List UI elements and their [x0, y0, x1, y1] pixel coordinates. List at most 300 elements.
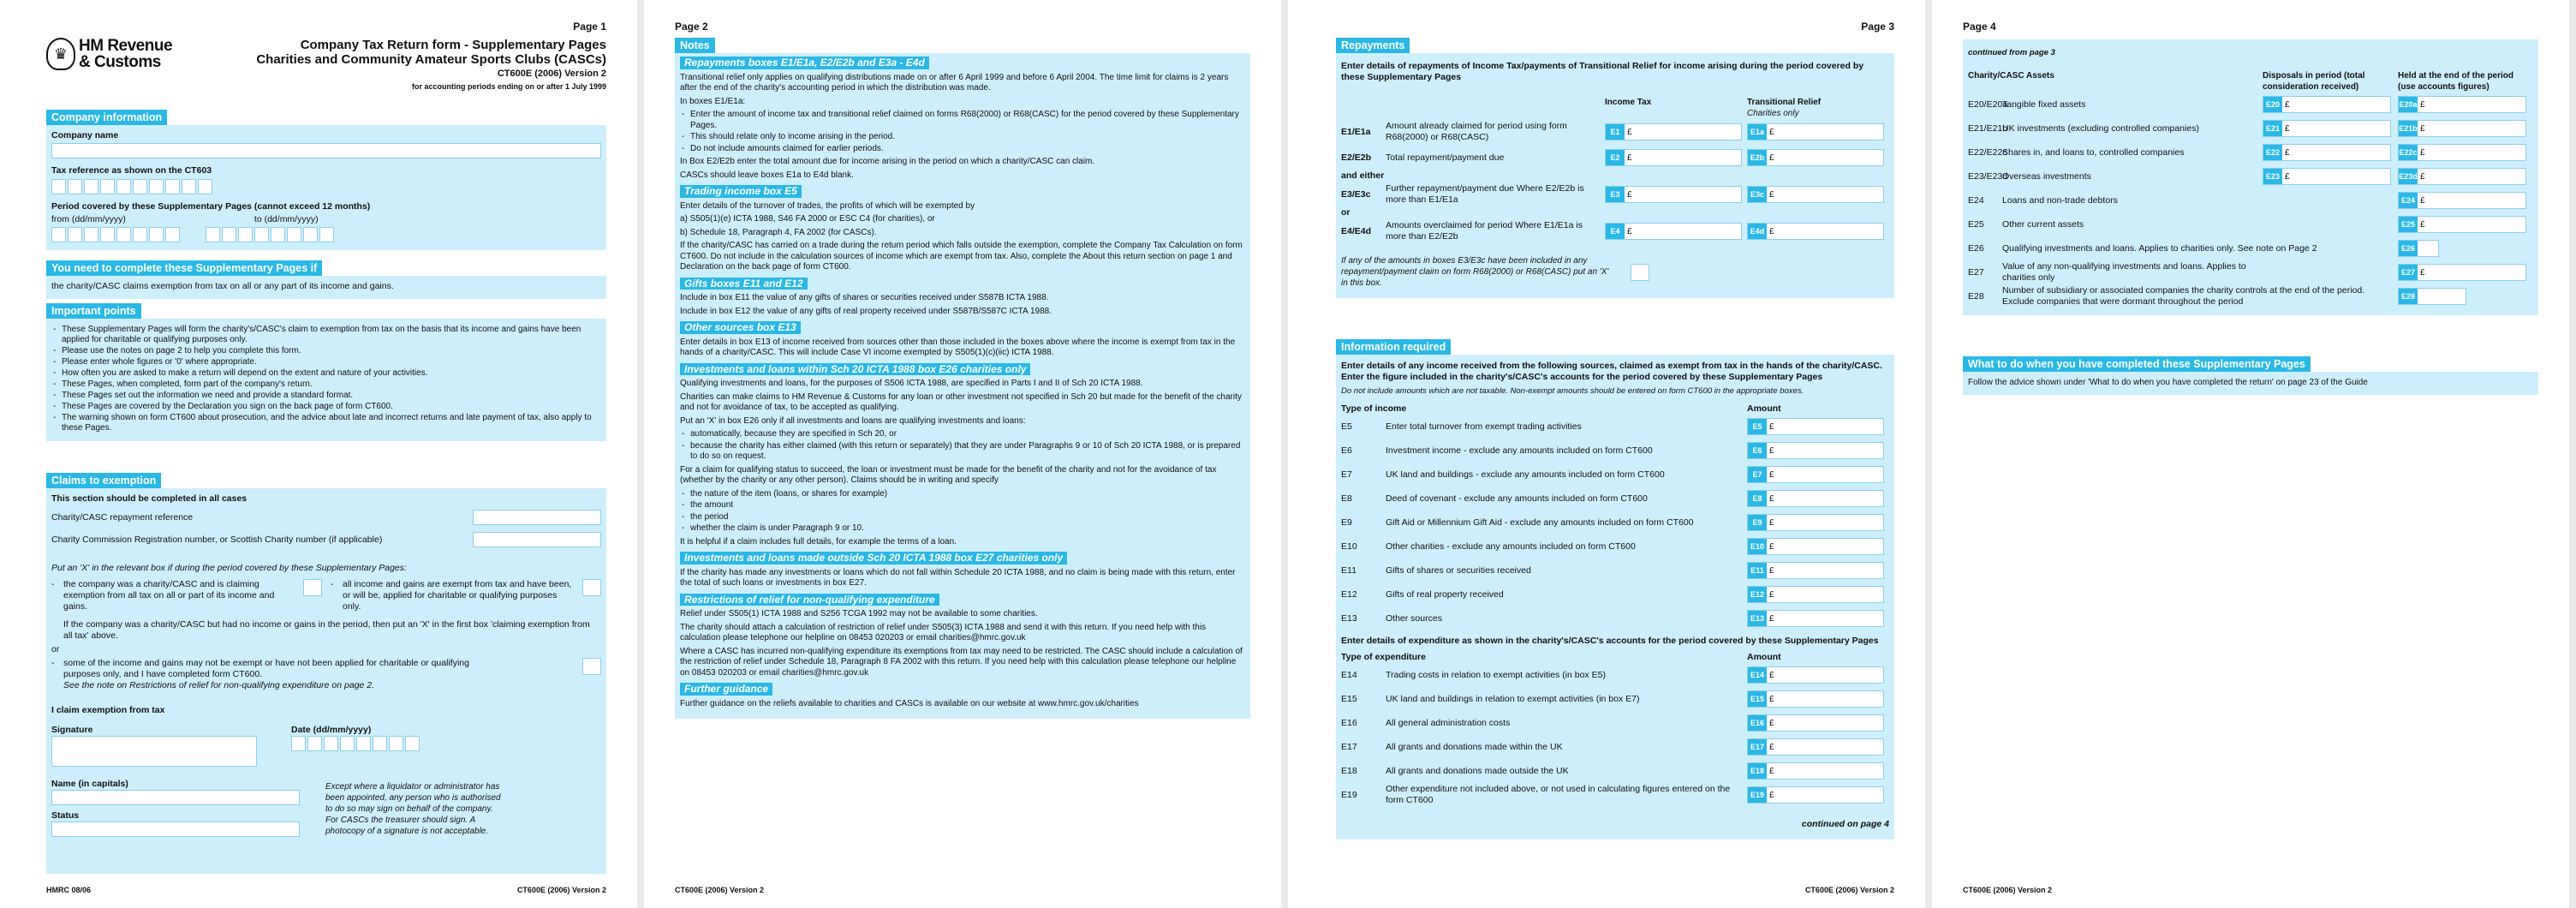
note-text: Enter details in box E13 of income received from sources other than those included in the boxes above where the income is exempt from tax in the hands of a charity/CASC. This will include Case VI income exempted by S505(1)(c)(iic) ICTA 1988.: [680, 337, 1236, 357]
e26-checkbox[interactable]: E26: [2398, 240, 2439, 257]
list-item: - Please use the notes on page 2 to help you complete this form.: [51, 346, 601, 356]
option-exempt-part-checkbox[interactable]: [303, 579, 322, 596]
e5-field[interactable]: [1747, 418, 1884, 435]
row-code: E22/E22c: [1968, 146, 2007, 158]
e7-box-label: E7: [1748, 467, 1767, 482]
row-desc: UK land and buildings - exclude any amounts included on form CT600: [1386, 469, 1665, 480]
note-text: If the charity has made any investments or loans which do not fall within Schedule 20 ICTA 1988, and no claim is being made with this return, enter the total of such loans or investments in box E27.: [680, 567, 1236, 588]
e15-box-label: E15: [1748, 691, 1767, 707]
amount-row: [1341, 511, 1889, 535]
list-item: - automatically, because they are specified in Sch 20, or: [680, 429, 1245, 440]
option-not-exempt: some of the income and gains may not be exempt or have not been applied for charitable or qualifying purposes only, and I have completed form CT600.: [63, 658, 469, 679]
signature-field[interactable]: [51, 736, 257, 767]
row-code: E2/E2b: [1341, 152, 1372, 163]
row-code: E6: [1341, 445, 1352, 456]
e5-box-label: E5: [1748, 419, 1767, 434]
e11-field[interactable]: [1747, 562, 1884, 579]
repayments-intro: Enter details of repayments of Income Tax/payments of Transitional Relief for income arising during the period covered by these Supplementary Pages: [1341, 61, 1864, 82]
e16-box-label: E16: [1748, 715, 1767, 731]
footer-ref: HMRC 08/06: [46, 886, 92, 894]
note-list: [680, 110, 1245, 154]
row-desc: Other charities - exclude any amounts included on form CT600: [1386, 541, 1636, 552]
repayment-ref-label: Charity/CASC repayment reference: [51, 511, 194, 523]
date-boxes[interactable]: [291, 736, 420, 751]
amount-label: Amount: [1747, 403, 1781, 414]
claims-bar: Claims to exemption: [46, 473, 161, 488]
currency-symbol: £: [1769, 742, 1774, 752]
info-intro: Enter details of any income received from the following sources, claimed as exempt from tax in the hands of the charity/CASC. Enter the figure included in the charity's/CASC's accounts for the period covered by these Supplementary Pages: [1341, 361, 1882, 382]
currency-symbol: £: [1769, 517, 1774, 528]
amount-row: [1341, 783, 1889, 807]
currency-symbol: £: [1769, 445, 1774, 456]
footer-form-id: CT600E (2006) Version 2: [675, 886, 765, 894]
row-code: E21/E21b: [1968, 122, 2008, 134]
continued-note: continued on page 4: [1801, 819, 1889, 829]
e21-field[interactable]: [2263, 120, 2391, 137]
currency-symbol: £: [1769, 421, 1774, 432]
asset-row: [1968, 140, 2533, 164]
row-code: E7: [1341, 469, 1352, 480]
amount-row: [1341, 735, 1889, 759]
footer-form-id: CT600E (2006) Version 2: [1963, 886, 2053, 894]
row-code: E16: [1341, 717, 1357, 728]
need-bar: You need to complete these Supplementary Pages if: [46, 260, 322, 276]
e27-label: Value of any non-qualifying investments and loans. Applies to charities only: [2002, 261, 2246, 283]
e23d-field[interactable]: [2398, 168, 2526, 185]
e27-field[interactable]: E27 £: [2398, 264, 2526, 281]
row-code: E4/E4d: [1341, 225, 1372, 236]
col-charities-only: Charities only: [1747, 109, 1799, 118]
e10-box-label: E10: [1748, 539, 1767, 554]
company-info-bar: Company information: [46, 110, 167, 125]
assets-heading: Charity/CASC Assets: [1968, 71, 2054, 81]
name-label: Name (in capitals): [51, 779, 128, 789]
list-item: - Enter the amount of income tax and transitional relief claimed on forms R68(2000) or R68(CASC) for the period covered by these Supplementary Pages.: [680, 110, 1245, 131]
claims-all-cases: This section should be completed in all cases: [51, 493, 247, 504]
form-id: CT600E (2006) Version 2: [497, 69, 606, 79]
currency-symbol: £: [1769, 565, 1774, 576]
currency-symbol: £: [1769, 226, 1774, 236]
e4-box-label: E4: [1606, 224, 1625, 239]
currency-symbol: £: [2420, 123, 2425, 134]
e20a-box-label: E20a: [2399, 97, 2418, 112]
note-gifts-heading: Gifts boxes E11 and E12: [680, 278, 808, 290]
row-code: E23/E23d: [1968, 170, 2008, 182]
e17-box-label: E17: [1748, 739, 1767, 755]
row-desc: Other sources: [1386, 612, 1442, 624]
col-transitional: Transitional Relief: [1747, 98, 1822, 107]
currency-symbol: £: [1769, 589, 1774, 600]
row-desc: Total repayment/payment due: [1386, 152, 1505, 163]
note-list: [680, 429, 1245, 463]
claim-heading: I claim exemption from tax: [51, 705, 165, 715]
e8-field[interactable]: [1747, 490, 1884, 507]
e25-field[interactable]: E25 £: [2398, 216, 2526, 233]
e13-field[interactable]: [1747, 610, 1884, 627]
e14-box-label: E14: [1748, 667, 1767, 683]
e28-field[interactable]: E28: [2398, 288, 2466, 305]
e14-field[interactable]: [1747, 666, 1884, 684]
amount-row: [1341, 606, 1889, 630]
e18-field[interactable]: [1747, 762, 1884, 780]
important-bar: Important points: [46, 303, 141, 319]
amount-row: [1341, 663, 1889, 687]
list-item: - These Pages set out the information we need and provide a standard format.: [51, 391, 601, 401]
e13-box-label: E13: [1748, 611, 1767, 626]
row-desc: Shares in, and loans to, controlled companies: [2002, 146, 2185, 158]
income-rows: [1341, 415, 1889, 630]
currency-symbol: £: [2420, 99, 2425, 110]
repayment-row: [1341, 182, 1889, 207]
period-label: Period covered by these Supplementary Pages (cannot exceed 12 months): [51, 201, 371, 212]
row-desc: Amount already claimed for period using form R68(2000) or R68(CASC): [1386, 121, 1567, 142]
e15-field[interactable]: [1747, 690, 1884, 708]
asset-row: [1968, 116, 2533, 140]
or-label: or: [51, 644, 60, 654]
row-code: E8: [1341, 493, 1352, 504]
e20-field[interactable]: [2263, 96, 2391, 113]
currency-symbol: £: [2285, 123, 2290, 134]
commission-no-label: Charity Commission Registration number, or Scottish Charity number (if applicable): [51, 534, 383, 545]
amount-row: [1341, 463, 1889, 487]
col-held: Held at the end of the period (use accounts figures): [2398, 71, 2514, 92]
currency-symbol: £: [1627, 189, 1632, 200]
row-desc: Trading costs in relation to exempt activities (in box E5): [1386, 669, 1606, 680]
note-text: Qualifying investments and loans, for the purposes of S506 ICTA 1988, are specified in Parts I and II of Sch 20 ICTA 1988.: [680, 379, 1143, 388]
row-desc: Amounts overclaimed for period Where E1/E1a is more than E2/E2b: [1386, 220, 1583, 242]
row-code: E11: [1341, 565, 1357, 576]
page-number: Page 3: [1861, 21, 1894, 33]
note-text: a) S505(1)(e) ICTA 1988, S46 FA 2000 or ESC C4 (for charities), or: [680, 214, 935, 224]
list-item: - the amount: [680, 500, 1245, 511]
to-date-boxes[interactable]: [206, 227, 334, 242]
row-desc: Enter total turnover from exempt trading activities: [1386, 421, 1582, 432]
name-field[interactable]: [51, 790, 300, 805]
repayment-ref-field[interactable]: [473, 510, 601, 525]
row-code: E17: [1341, 741, 1357, 752]
e1-field[interactable]: [1605, 123, 1742, 140]
col-disposals: Disposals in period (total consideration received): [2263, 71, 2365, 92]
row-code: E12: [1341, 588, 1357, 600]
e3-box-label: E3: [1606, 187, 1625, 202]
form-title-block: [256, 38, 606, 91]
repayments-bar: Repayments: [1336, 38, 1410, 53]
put-x-instruction: Put an 'X' in the relevant box if during the period covered by these Supplementary Pages:: [51, 563, 407, 573]
e1a-box-label: E1a: [1748, 124, 1767, 140]
page-number: Page 1: [573, 21, 606, 33]
e10-field[interactable]: [1747, 538, 1884, 555]
asset-row: [1968, 164, 2533, 188]
row-desc: Further repayment/payment due Where E2/E2b is more than E1/E1a: [1386, 183, 1584, 205]
amount-row: [1341, 559, 1889, 582]
list-item: - The warning shown on form CT600 about prosecution, and the advice about late and incorrect returns and late payment of tax, also apply to these Pages.: [51, 413, 601, 433]
e20a-field[interactable]: [2398, 96, 2526, 113]
from-label: from (dd/mm/yyyy): [51, 214, 126, 224]
currency-symbol: £: [1769, 469, 1774, 480]
row-code: E13: [1341, 612, 1357, 624]
e12-field[interactable]: [1747, 586, 1884, 603]
status-field[interactable]: [51, 821, 300, 837]
row-code: E3/E3c: [1341, 188, 1371, 200]
e4d-field[interactable]: [1747, 223, 1884, 240]
e2b-field[interactable]: [1747, 149, 1884, 166]
note-text: Put an 'X' in box E26 only if all investments and loans are qualifying investments and loans:: [680, 415, 1026, 426]
commission-no-field[interactable]: [473, 532, 601, 547]
note-text: Further guidance on the reliefs available to charities and CASCs is available on our website at www.hmrc.gov.uk/charities: [680, 698, 1139, 708]
list-item: - This should relate only to income arising in the period.: [680, 132, 1245, 143]
e6-box-label: E6: [1748, 443, 1767, 458]
important-list: [51, 325, 601, 433]
note-text: It is helpful if a claim includes full details, for example the terms of a loan.: [680, 536, 957, 547]
currency-symbol: £: [1769, 152, 1774, 163]
currency-symbol: £: [1769, 613, 1774, 624]
e23-field[interactable]: [2263, 168, 2391, 185]
list-item: - How often you are asked to make a return will depend on the extent and nature of your activities.: [51, 368, 601, 379]
e25-label: Other current assets: [2002, 218, 2084, 230]
page-1: Page 1 ♛ HM Revenue & Customs Company Tax Return form - Supplementary Pages Charities and Community Amateur Sports Clubs (CASCs) CT600E (2006) Version 2 for accounting periods ending on or after 1 July 1999 Company information Company name Tax reference as shown on the CT603 Period covered by these Supplementary Pages (cannot exceed 12 months) from (dd/mm/yyyy) to (dd/mm/yyyy) You need to complete these Supplementary Pages if the charity/CASC claims exemption from tax on all or any part of its income and gains. Important points - These Supplementary Pages will form the charity's/CASC's claim to exemption from tax on the basis that its income and gains have been applied for charitable or qualifying purposes only. - Please use the notes on page 2 to help you complete this form. - Please enter whole figures or '0' where appropriate. - How often you are asked to make a return will depend on the extent and nature of your activities. - These Pages, when completed, form part of the company's return. - These Pages set out the information we need and provide a standard format. - These Pages are covered by the Declaration you sign on the back page of form CT600. - The warning shown on form CT600 about prosecution, and the advice about late and incorrect returns and late payment of tax, also apply to these Pages. Claims to exemption This section should be completed in all cases Charity/CASC repayment reference Charity Commission Registration number, or Scottish Charity number (if applicable) Put an 'X' in the relevant box if during the period covered by these Supplementary Pages: - the company was a charity/CASC and is claiming exemption from all tax on all or part of its income and gains. - all income and gains are exempt from tax and have been, or will be, applied for charitable or qualifying purposes only. If the company was a charity/CASC but had no income or gains in the period, then put an 'X' in the first box 'claiming exemption from all tax' above. or - some of the income and gains may not be exempt or have not been applied for charitable or qualifying purposes only, and I have completed form CT600. See the note on Restrictions of relief for non-qualifying expenditure on page 2. I claim exemption from tax Signature Date (dd/mm/yyyy) Name (in capitals) Status Except where a liquidator or administrator has been appointed, any person who is authorised to do so may sign on behalf of the company. For CASCs the treasurer should sign. A photocopy of a signature is not acceptable. HMRC 08/06 CT600E (2006) Version 2: [0, 0, 637, 908]
e6-field[interactable]: [1747, 442, 1884, 459]
e23d-box-label: E23d: [2399, 169, 2418, 184]
e21-box-label: E21: [2263, 121, 2282, 136]
what-to-do-text: Follow the advice shown under 'What to do when you have completed the return' on page 23 of the Guide: [1963, 372, 2538, 395]
e22-field[interactable]: [2263, 144, 2391, 161]
e21b-box-label: E21b: [2399, 121, 2418, 136]
row-desc: UK land and buildings in relation to exempt activities (in box E7): [1386, 693, 1640, 704]
row-code: E24: [1968, 194, 1984, 206]
row-code: E15: [1341, 693, 1357, 704]
asset-rows: [1968, 93, 2533, 188]
currency-symbol: £: [1627, 226, 1632, 236]
form-title: Company Tax Return form - Supplementary Pages: [300, 38, 606, 52]
to-label: to (dd/mm/yyyy): [253, 214, 319, 224]
currency-symbol: £: [1769, 541, 1774, 552]
row-desc: Overseas investments: [2002, 170, 2091, 182]
e8-box-label: E8: [1748, 491, 1767, 506]
expenditure-rows: [1341, 663, 1889, 807]
note-text: If the charity/CASC has carried on a trade during the return period which falls outside the exemption, complete the Company Tax Calculation on form CT600. Do not include in the calculation sources of income which are exempt from tax. Also, complete the About this return section on page 1 and Declaration on the back page of form CT600.: [680, 241, 1243, 272]
option-exempt-all-checkbox[interactable]: [582, 579, 601, 596]
note-text: b) Schedule 18, Paragraph 4, FA 2002 (for CASCs).: [680, 227, 877, 237]
row-desc: Deed of covenant - exclude any amounts included on form CT600: [1386, 493, 1648, 504]
e24-label: Loans and non-trade debtors: [2002, 194, 2118, 206]
e2-field[interactable]: [1605, 149, 1742, 166]
e28-label: Number of subsidiary or associated companies the charity controls at the end of the period. Exclude companies that were dormant throughout the period: [2002, 285, 2365, 307]
e23-box-label: E23: [2263, 169, 2282, 184]
currency-symbol: £: [2285, 147, 2290, 158]
page-4: [1932, 0, 2569, 908]
page-number: Page 4: [1963, 21, 1996, 33]
e19-field[interactable]: [1747, 786, 1884, 803]
e12-box-label: E12: [1748, 587, 1767, 602]
note-text: Include in box E12 the value of any gifts of real property received under S587B/S587C ICTA 1988.: [680, 306, 1052, 316]
signatory-note: Except where a liquidator or administrator has been appointed, any person who is authorised to do so may sign on behalf of the company. For CASCs the treasurer should sign. A photocopy of a signature is not acceptable.: [325, 782, 501, 836]
note-text: Include in box E11 the value of any gifts of shares or securities received under S587B ICTA 1988.: [680, 293, 1049, 302]
row-desc: Other expenditure not included above, or not used in calculating figures entered on the form CT600: [1386, 784, 1731, 805]
crown-crest-icon: ♛: [46, 38, 75, 70]
e3-field[interactable]: [1605, 186, 1742, 203]
note-guidance-heading: Further guidance: [680, 683, 772, 696]
row-code: E9: [1341, 517, 1352, 528]
currency-symbol: £: [2420, 147, 2425, 158]
currency-symbol: £: [1769, 694, 1774, 704]
amount-row: [1341, 582, 1889, 606]
amount-label: Amount: [1747, 652, 1781, 662]
list-item: - whether the claim is under Paragraph 9 or 10.: [680, 523, 1245, 535]
need-text: the charity/CASC claims exemption from tax on all or any part of its income and gains.: [46, 276, 606, 299]
currency-symbol: £: [1769, 493, 1774, 504]
currency-symbol: £: [1769, 766, 1774, 776]
row-code: E26: [1968, 242, 1984, 254]
row-desc: Gifts of shares or securities received: [1386, 565, 1531, 576]
notes-bar: Notes: [675, 38, 715, 53]
hmrc-logo: [46, 38, 172, 70]
option-not-exempt-checkbox[interactable]: [582, 658, 601, 675]
note-list: [680, 489, 1245, 535]
form-subtitle: Charities and Community Amateur Sports Clubs (CASCs): [256, 52, 606, 67]
note-text: In boxes E1/E1a:: [680, 96, 746, 106]
info-required-bar: Information required: [1336, 339, 1451, 355]
option-not-exempt-note: See the note on Restrictions of relief for non-qualifying expenditure on page 2.: [63, 680, 375, 690]
list-item: - the period: [680, 512, 1245, 523]
footer-form-id: CT600E (2006) Version 2: [516, 886, 606, 894]
note-text: In Box E2/E2b enter the total amount due for income arising in the period on which a charity/CASC can claim.: [680, 157, 1095, 166]
date-label: Date (dd/mm/yyyy): [291, 725, 372, 735]
e22c-field[interactable]: [2398, 144, 2526, 161]
or-label: or: [1341, 207, 1351, 218]
status-label: Status: [51, 810, 80, 821]
what-to-do-bar: What to do when you have completed these Supplementary Pages: [1963, 356, 2311, 372]
list-item: - the nature of the item (loans, or shares for example): [680, 489, 1245, 500]
repayment-note-checkbox[interactable]: [1631, 264, 1649, 281]
from-date-boxes[interactable]: [51, 227, 180, 242]
e4-field[interactable]: [1605, 223, 1742, 240]
note-investments-heading: Investments and loans within Sch 20 ICTA 1988 box E26 charities only: [680, 363, 1030, 376]
repayment-row: [1341, 145, 1889, 170]
row-desc: All grants and donations made within the UK: [1386, 741, 1563, 752]
e11-box-label: E11: [1748, 563, 1767, 578]
currency-symbol: £: [2285, 99, 2290, 110]
e2b-box-label: E2b: [1748, 150, 1767, 165]
row-code: E27: [1968, 266, 1984, 278]
list-item: - These Supplementary Pages will form the charity's/CASC's claim to exemption from tax on the basis that its income and gains have been applied for charitable or qualifying purposes only.: [51, 325, 601, 345]
amount-row: [1341, 711, 1889, 735]
repayment-rows: [1341, 119, 1889, 244]
e16-field[interactable]: [1747, 714, 1884, 732]
e9-box-label: E9: [1748, 515, 1767, 530]
note-text: For a claim for qualifying status to succeed, the loan or investment must be made for the benefit of the charity and not for the avoidance of tax (whether by the charity or any other person). Claims should be in writing and specify: [680, 464, 1217, 485]
page-number: Page 2: [675, 21, 708, 33]
info-intro-note: Do not include amounts which are not taxable. Non-exempt amounts should be entered on form CT600 in the appropriate boxes.: [1341, 386, 1804, 396]
note-outside-heading: Investments and loans made outside Sch 20 ICTA 1988 box E27 charities only: [680, 552, 1067, 565]
option-exempt-part: the company was a charity/CASC and is claiming exemption from all tax on all or part of its income and gains.: [63, 579, 275, 612]
e22c-box-label: E22c: [2399, 145, 2418, 160]
row-code: E5: [1341, 421, 1352, 432]
e26-label: Qualifying investments and loans. Applies to charities only. See note on Page 2: [2002, 242, 2317, 254]
e24-field[interactable]: E24 £: [2398, 192, 2526, 209]
row-desc: All grants and donations made outside the UK: [1386, 765, 1569, 776]
company-name-field[interactable]: [51, 143, 601, 158]
note-restrictions-heading: Restrictions of relief for non-qualifying expenditure: [680, 594, 939, 606]
note-text: CASCs should leave boxes E1a to E4d blank.: [680, 170, 854, 180]
e21b-field[interactable]: [2398, 120, 2526, 137]
e17-field[interactable]: [1747, 738, 1884, 756]
row-desc: UK investments (excluding controlled companies): [2002, 122, 2199, 134]
currency-symbol: £: [1627, 152, 1632, 163]
tax-ref-boxes[interactable]: [51, 179, 601, 194]
note-text: Where a CASC has incurred non-qualifying expenditure its exemptions from tax may need to be restricted. The CASC should include a calculation of the restriction of relief under Schedule 18, Paragraph 8 FA 2002 with this return. If you need help with this calculation please telephone our helpline on 08453 020203 or email charities@hmrc.gov.uk: [680, 646, 1243, 678]
row-code: E25: [1968, 218, 1984, 230]
note-other-sources-heading: Other sources box E13: [680, 321, 801, 334]
row-code: E18: [1341, 765, 1357, 776]
row-code: E14: [1341, 669, 1357, 680]
row-code: E1/E1a: [1341, 126, 1371, 137]
page-2: [644, 0, 1281, 908]
period-note: for accounting periods ending on or after 1 July 1999: [411, 82, 606, 91]
currency-symbol: £: [1769, 718, 1774, 728]
no-income-note: If the company was a charity/CASC but had no income or gains in the period, then put an 'X' in the first box 'claiming exemption from all tax' above.: [63, 619, 590, 641]
note-text: Enter details of the turnover of trades, the profits of which will be exempted by: [680, 200, 975, 211]
tax-ref-label: Tax reference as shown on the CT603: [51, 165, 212, 176]
note-text: Relief under S505(1) ICTA 1988 and S256 TCGA 1992 may not be available to some charities.: [680, 609, 1038, 618]
e2-box-label: E2: [1606, 150, 1625, 165]
and-either-label: and either: [1341, 170, 1385, 181]
e4d-box-label: E4d: [1748, 224, 1767, 239]
company-name-label: Company name: [51, 130, 119, 140]
amount-row: [1341, 487, 1889, 511]
repayment-row: [1341, 119, 1889, 145]
list-item: - Do not include amounts claimed for earlier periods.: [680, 144, 1245, 155]
e3c-field[interactable]: [1747, 186, 1884, 203]
currency-symbol: £: [1769, 189, 1774, 200]
currency-symbol: £: [2420, 171, 2425, 182]
amount-row: [1341, 759, 1889, 783]
logo-text: HM Revenue & Customs: [79, 37, 173, 71]
amount-row: [1341, 415, 1889, 439]
row-code: E20/E20a: [1968, 99, 2008, 110]
col-income-tax: Income Tax: [1605, 98, 1652, 107]
e18-box-label: E18: [1748, 763, 1767, 779]
footer-form-id: CT600E (2006) Version 2: [1804, 886, 1894, 894]
asset-row: [1968, 93, 2533, 116]
row-desc: Gifts of real property received: [1386, 588, 1504, 600]
currency-symbol: £: [2285, 171, 2290, 182]
repayment-note: If any of the amounts in boxes E3/E3c have been included in any repayment/payment claim on form R68(2000) or R68(CASC) put an 'X' in this box.: [1341, 256, 1609, 288]
list-item: - because the charity has either claimed (with this return or separately) that they are under Paragraphs 9 or 10 of Sch 20 ICTA 1988, or is prepared to do so on request.: [680, 441, 1245, 463]
e22-box-label: E22: [2263, 145, 2282, 160]
e1-box-label: E1: [1606, 124, 1625, 140]
row-desc: Gift Aid or Millennium Gift Aid - exclude any amounts included on form CT600: [1386, 517, 1694, 528]
note-text: Charities can make claims to HM Revenue & Customs for any loan or other investment not specified in Sch 20 but made for the benefit of the charity and not for avoidance of tax, to be accepted as qualifying.: [680, 391, 1242, 412]
expenditure-intro: Enter details of expenditure as shown in the charity's/CASC's accounts for the period covered by these Supplementary Pages: [1341, 636, 1879, 646]
row-desc: Investment income - exclude any amounts included on form CT600: [1386, 445, 1653, 456]
e20-box-label: E20: [2263, 97, 2282, 112]
option-exempt-all: all income and gains are exempt from tax and have been, or will be, applied for charitable or qualifying purposes only.: [343, 579, 572, 612]
e1a-field[interactable]: [1747, 123, 1884, 140]
row-code: E28: [1968, 290, 1984, 302]
note-trading-heading: Trading income box E5: [680, 185, 802, 198]
row-code: E19: [1341, 789, 1357, 800]
list-item: - These Pages, when completed, form part of the company's return.: [51, 379, 601, 390]
note-repayments-heading: Repayments boxes E1/E1a, E2/E2b and E3a - E4d: [680, 57, 929, 69]
e9-field[interactable]: [1747, 514, 1884, 531]
repayment-row: [1341, 218, 1889, 244]
currency-symbol: £: [1769, 790, 1774, 800]
note-text: Transitional relief only applies on qualifying distributions made on or after 6 April 1999 and before 6 April 2004. The time limit for claims is 2 years after the end of the charity's accounting period in which the distribution was made.: [680, 72, 1229, 93]
row-desc: Tangible fixed assets: [2002, 99, 2086, 110]
row-code: E10: [1341, 541, 1357, 552]
currency-symbol: £: [1769, 670, 1774, 680]
e7-field[interactable]: [1747, 466, 1884, 483]
